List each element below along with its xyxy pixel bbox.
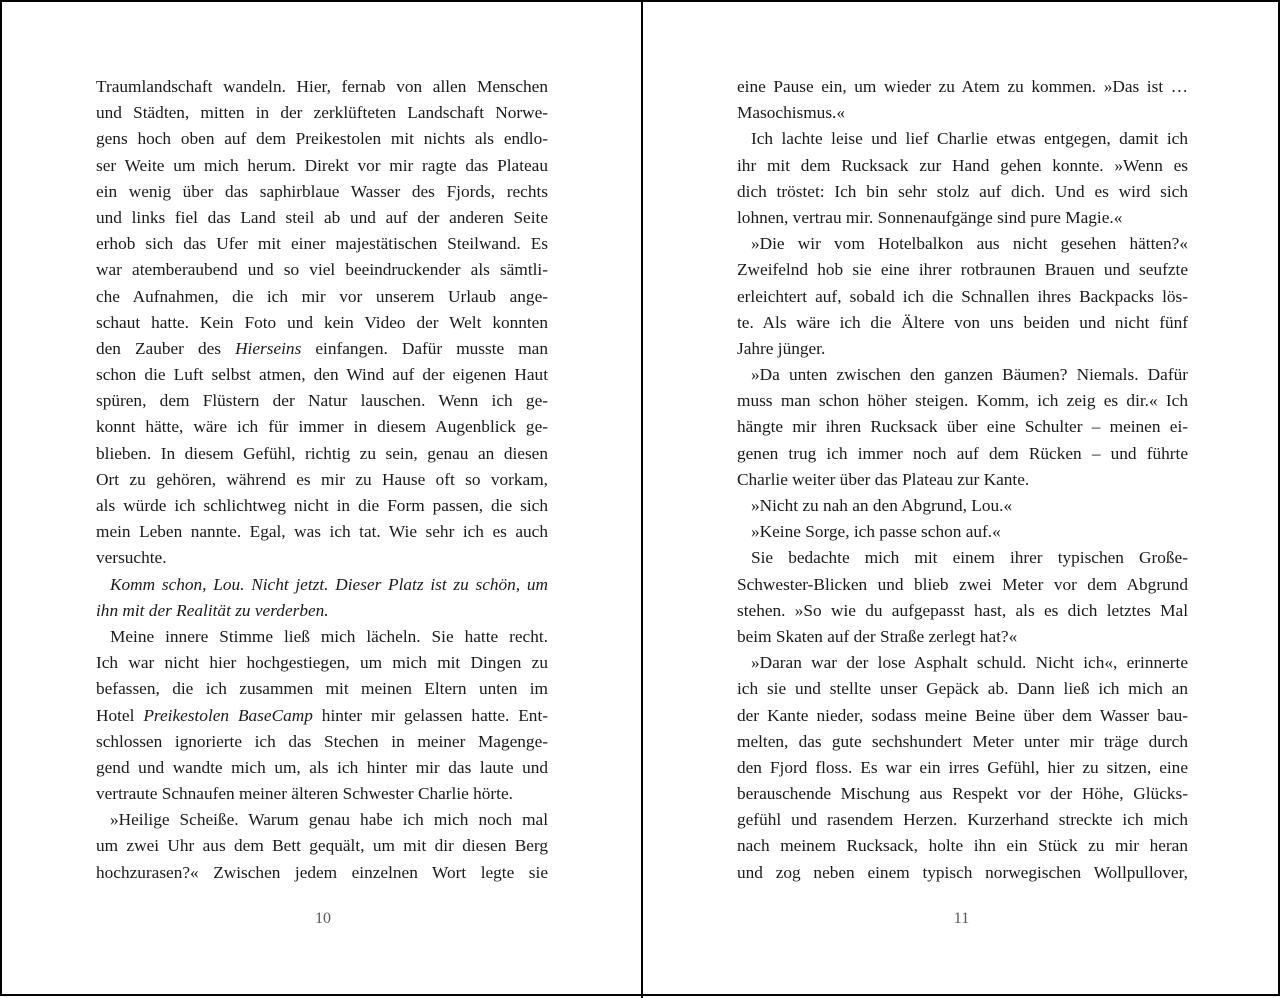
text-line: ein wenig über das saphirblaue Wasser des Fjords, rechts bbox=[96, 181, 548, 201]
text-line bbox=[96, 598, 548, 624]
text-line: dich tröstet: Ich bin sehr stolz auf dich. Und es wird sich bbox=[737, 181, 1188, 201]
text-line: Meine innere Stimme ließ mich lächeln. Sie hatte recht. bbox=[110, 626, 548, 646]
text-line: ser Weite um mich herum. Direkt vor mir ragte das Plateau bbox=[96, 155, 548, 175]
text-line: schlossen ignorierte ich das Stechen in meiner Magenge- bbox=[96, 731, 548, 751]
text-line: muss man schon höher steigen. Komm, ich zeig es dir.« Ich bbox=[737, 391, 1188, 411]
text-line: gens hoch oben auf dem Preikestolen mit nichts als endlo- bbox=[96, 129, 548, 149]
text-line: Masochismus.« bbox=[737, 103, 846, 123]
text-line: schon die Luft selbst atmen, den Wind auf der eigenen Haut bbox=[96, 365, 548, 385]
text-line: »Nicht zu nah an den Abgrund, Lou.« bbox=[751, 496, 1013, 515]
text-line: Schwester-Blicken und blieb zwei Meter vor dem Abgrund bbox=[737, 574, 1188, 594]
text-line: Sie bedachte mich mit einem ihrer typischen Große- bbox=[751, 548, 1188, 568]
text-line: nach meinem Rucksack, holte ihn ein Stück zu mir heran bbox=[737, 836, 1188, 856]
text-line: ich sie und stellte unser Gepäck ab. Dann ließ ich mich an bbox=[737, 679, 1188, 699]
text-line: ihr mit dem Rucksack zur Hand gehen konnte. »Wenn es bbox=[737, 155, 1188, 175]
text-line: genen trug ich immer noch auf dem Rücken – und führte bbox=[737, 443, 1188, 463]
text-line: schaut hatte. Kein Foto und kein Video der Welt konnten bbox=[96, 312, 548, 332]
text-line: um zwei Uhr aus dem Bett gequält, um mit dir diesen Berg bbox=[96, 836, 548, 856]
text-line: und links fiel das Land steil ab und auf der anderen Seite bbox=[96, 207, 548, 227]
text-line: »Da unten zwischen den ganzen Bäumen? Niemals. Dafür bbox=[751, 365, 1188, 385]
text-line: Ich lachte leise und lief Charlie etwas entgegen, damit ich bbox=[751, 129, 1188, 149]
text-line: befassen, die ich zusammen mit meinen Eltern unten im bbox=[96, 679, 548, 699]
right-page-text bbox=[737, 74, 1188, 886]
text-line: den Fjord floss. Es war ein irres Gefühl, hier zu sitzen, eine bbox=[737, 757, 1188, 777]
text-line: »Daran war der lose Asphalt schuld. Nicht ich«, erinnerte bbox=[751, 653, 1188, 673]
text-line: mein Leben nannte. Egal, was ich tat. Wie sehr ich es auch bbox=[96, 522, 548, 542]
text-line: spüren, dem Flüstern der Natur lauschen. Wenn ich ge- bbox=[96, 391, 548, 411]
text-line bbox=[96, 572, 548, 598]
text-line: »Die wir vom Hotelbalkon aus nicht gesehen hätten?« bbox=[751, 234, 1188, 254]
line-text-after: hinter mir gelassen hatte. Ent- bbox=[312, 705, 549, 725]
page-number: 11 bbox=[953, 910, 970, 927]
line-text-before: Hotel bbox=[96, 705, 144, 725]
text-line: versuchte. bbox=[96, 548, 167, 568]
italic-text: Preikestolen BaseCamp bbox=[143, 705, 313, 725]
text-line bbox=[96, 336, 548, 362]
left-page bbox=[2, 2, 641, 998]
text-line: lohnen, vertrau mir. Sonnenaufgänge sind pure Magie.« bbox=[737, 207, 1123, 227]
text-line: berauschende Mischung aus Respekt vor der Höhe, Glücks- bbox=[737, 784, 1188, 804]
left-page-text bbox=[96, 74, 548, 886]
text-line: erhob sich das Ufer mit einer majestätischen Steilwand. Es bbox=[96, 234, 548, 254]
text-line: Ich war nicht hier hochgestiegen, um mich mit Dingen zu bbox=[96, 653, 548, 673]
line-text-before: den Zauber des bbox=[96, 338, 236, 358]
text-line: »Heilige Scheiße. Warum genau habe ich mich noch mal bbox=[110, 810, 548, 830]
text-line: Ort zu gehören, während es mir zu Hause oft so vorkam, bbox=[96, 469, 548, 489]
page-number: 10 bbox=[315, 910, 331, 927]
text-line: und zog neben einem typisch norwegischen Wollpullover, bbox=[737, 862, 1188, 882]
text-line: gend und wandte mich um, als ich hinter mir das laute und bbox=[96, 757, 548, 777]
text-line: stehen. »So wie du aufgepasst hast, als es dich letztes Mal bbox=[737, 600, 1188, 620]
text-line: Zweifelnd hob sie eine ihrer rotbraunen Brauen und seufzte bbox=[737, 260, 1188, 280]
text-line: melten, das gute sechshundert Meter unter mir träge durch bbox=[737, 731, 1188, 751]
text-line: konnt hätte, wäre ich für immer in diesem Augenblick ge- bbox=[96, 417, 548, 437]
italic-text: ihn mit der Realität zu verderben. bbox=[96, 600, 329, 620]
text-line: der Kante nieder, sodass meine Beine über dem Wasser bau- bbox=[737, 705, 1188, 725]
text-line: gefühl und rasendem Herzen. Kurzerhand streckte ich mich bbox=[737, 810, 1188, 830]
text-line: te. Als wäre ich die Ältere von uns beiden und nicht fünf bbox=[737, 312, 1188, 332]
text-line: und Städten, mitten in der zerklüfteten Landschaft Norwe- bbox=[96, 103, 548, 123]
text-line bbox=[96, 703, 548, 729]
text-line: blieben. In diesem Gefühl, richtig zu sein, genau an diesen bbox=[96, 443, 548, 463]
text-line: als würde ich schlichtweg nicht in die Form passen, die sich bbox=[96, 496, 548, 515]
italic-text: Hierseins bbox=[235, 338, 302, 358]
right-page bbox=[643, 2, 1280, 998]
text-line: Traumlandschaft wandeln. Hier, fernab von allen Menschen bbox=[96, 77, 548, 96]
text-line: war atemberaubend und so viel beeindruckender als sämtli- bbox=[96, 260, 548, 280]
text-line: erleichtert auf, sobald ich die Schnallen ihres Backpacks lös- bbox=[737, 286, 1188, 306]
text-line: »Keine Sorge, ich passe schon auf.« bbox=[751, 522, 1001, 542]
text-line: hochzurasen?« Zwischen jedem einzelnen Wort legte sie bbox=[96, 862, 548, 882]
text-line: Charlie weiter über das Plateau zur Kante. bbox=[737, 469, 1030, 489]
line-text-after: einfangen. Dafür musste man bbox=[301, 338, 548, 358]
text-line: che Aufnahmen, die ich mir vor unserem Urlaub ange- bbox=[96, 286, 548, 306]
text-line: eine Pause ein, um wieder zu Atem zu kommen. »Das ist … bbox=[737, 77, 1188, 96]
text-line: vertraute Schnaufen meiner älteren Schwester Charlie hörte. bbox=[96, 784, 513, 804]
text-line: hängte mir ihren Rucksack über eine Schulter – meinen ei- bbox=[737, 417, 1188, 437]
text-line: Jahre jünger. bbox=[737, 338, 826, 358]
italic-text: Komm schon, Lou. Nicht jetzt. Dieser Platz ist zu schön, um bbox=[110, 574, 548, 594]
text-line: beim Skaten auf der Straße zerlegt hat?« bbox=[737, 626, 1018, 646]
